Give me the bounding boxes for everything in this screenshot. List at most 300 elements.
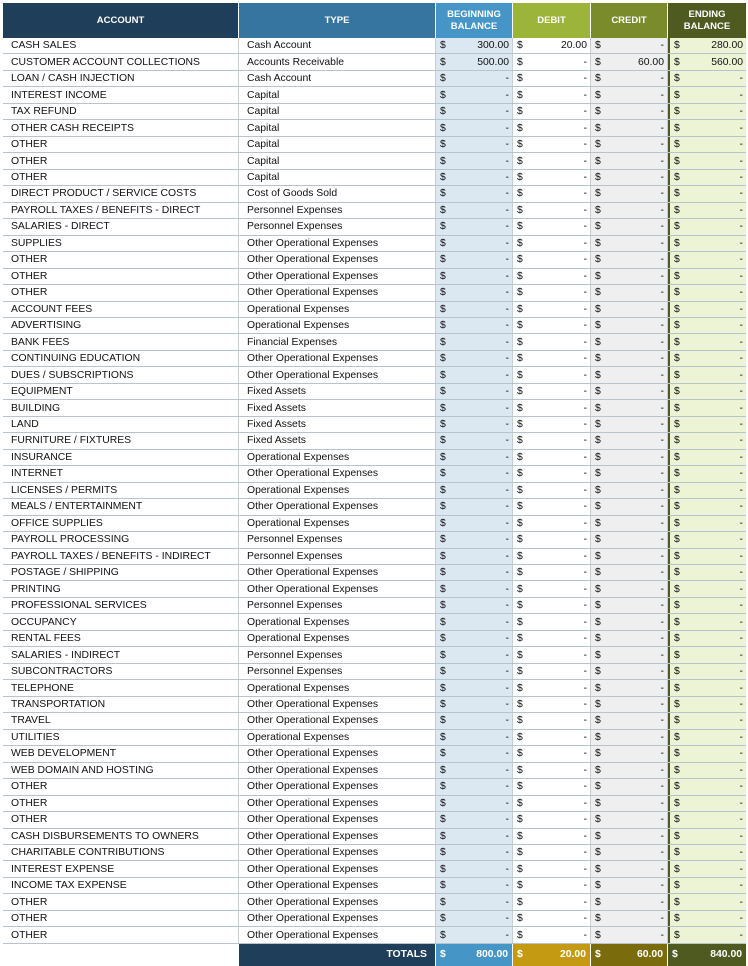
debit-cell[interactable] [513, 598, 591, 613]
beginning-balance-cell[interactable] [436, 730, 513, 745]
beginning-balance-cell[interactable] [436, 763, 513, 778]
ending-balance-cell[interactable] [668, 598, 746, 613]
debit-cell[interactable] [513, 252, 591, 267]
account-cell[interactable]: TRAVEL [3, 713, 239, 728]
debit-cell[interactable] [513, 71, 591, 86]
type-cell[interactable]: Other Operational Expenses [239, 927, 436, 942]
type-cell[interactable]: Capital [239, 137, 436, 152]
beginning-balance-cell[interactable] [436, 38, 513, 53]
ending-balance-cell[interactable] [668, 367, 746, 382]
type-cell[interactable]: Other Operational Expenses [239, 236, 436, 251]
ending-balance-cell[interactable] [668, 499, 746, 514]
ending-balance-cell[interactable] [668, 483, 746, 498]
account-cell[interactable]: POSTAGE / SHIPPING [3, 565, 239, 580]
type-cell[interactable]: Capital [239, 87, 436, 102]
beginning-balance-cell[interactable] [436, 829, 513, 844]
beginning-balance-cell[interactable] [436, 746, 513, 761]
beginning-balance-cell[interactable] [436, 664, 513, 679]
debit-cell[interactable] [513, 334, 591, 349]
type-cell[interactable]: Accounts Receivable [239, 54, 436, 69]
debit-cell[interactable] [513, 763, 591, 778]
beginning-balance-cell[interactable] [436, 549, 513, 564]
debit-cell[interactable] [513, 647, 591, 662]
ending-balance-cell[interactable] [668, 829, 746, 844]
type-cell[interactable]: Personnel Expenses [239, 549, 436, 564]
account-cell[interactable]: TRANSPORTATION [3, 697, 239, 712]
ending-balance-cell[interactable] [668, 746, 746, 761]
type-cell[interactable]: Operational Expenses [239, 483, 436, 498]
beginning-balance-cell[interactable] [436, 927, 513, 942]
beginning-balance-cell[interactable] [436, 631, 513, 646]
credit-cell[interactable] [591, 763, 668, 778]
account-cell[interactable]: SUPPLIES [3, 236, 239, 251]
debit-cell[interactable] [513, 219, 591, 234]
debit-cell[interactable] [513, 779, 591, 794]
ending-balance-cell[interactable] [668, 318, 746, 333]
credit-cell[interactable] [591, 137, 668, 152]
credit-cell[interactable] [591, 614, 668, 629]
credit-cell[interactable] [591, 631, 668, 646]
beginning-balance-cell[interactable] [436, 137, 513, 152]
debit-cell[interactable] [513, 861, 591, 876]
credit-cell[interactable] [591, 318, 668, 333]
credit-cell[interactable] [591, 334, 668, 349]
ending-balance-cell[interactable] [668, 384, 746, 399]
debit-cell[interactable] [513, 302, 591, 317]
ending-balance-cell[interactable] [668, 236, 746, 251]
ending-balance-cell[interactable] [668, 779, 746, 794]
account-cell[interactable]: OTHER [3, 779, 239, 794]
type-cell[interactable]: Other Operational Expenses [239, 285, 436, 300]
beginning-balance-cell[interactable] [436, 252, 513, 267]
ending-balance-cell[interactable] [668, 285, 746, 300]
type-cell[interactable]: Operational Expenses [239, 614, 436, 629]
credit-cell[interactable] [591, 845, 668, 860]
credit-cell[interactable] [591, 433, 668, 448]
ending-balance-cell[interactable] [668, 927, 746, 942]
credit-cell[interactable] [591, 878, 668, 893]
account-cell[interactable]: ACCOUNT FEES [3, 302, 239, 317]
credit-cell[interactable] [591, 664, 668, 679]
account-cell[interactable]: SUBCONTRACTORS [3, 664, 239, 679]
account-cell[interactable]: OTHER [3, 252, 239, 267]
beginning-balance-cell[interactable] [436, 713, 513, 728]
debit-cell[interactable] [513, 829, 591, 844]
ending-balance-cell[interactable] [668, 845, 746, 860]
type-cell[interactable]: Other Operational Expenses [239, 351, 436, 366]
beginning-balance-cell[interactable] [436, 565, 513, 580]
type-cell[interactable]: Operational Expenses [239, 680, 436, 695]
debit-cell[interactable] [513, 450, 591, 465]
debit-cell[interactable] [513, 499, 591, 514]
type-cell[interactable]: Other Operational Expenses [239, 565, 436, 580]
debit-cell[interactable] [513, 351, 591, 366]
credit-cell[interactable] [591, 894, 668, 909]
account-cell[interactable]: OTHER [3, 812, 239, 827]
account-cell[interactable]: PAYROLL TAXES / BENEFITS - INDIRECT [3, 549, 239, 564]
beginning-balance-cell[interactable] [436, 450, 513, 465]
ending-balance-cell[interactable] [668, 894, 746, 909]
beginning-balance-cell[interactable] [436, 911, 513, 926]
debit-cell[interactable] [513, 285, 591, 300]
ending-balance-cell[interactable] [668, 137, 746, 152]
beginning-balance-cell[interactable] [436, 87, 513, 102]
account-cell[interactable]: TAX REFUND [3, 104, 239, 119]
account-cell[interactable]: PRINTING [3, 581, 239, 596]
account-cell[interactable]: UTILITIES [3, 730, 239, 745]
debit-cell[interactable] [513, 137, 591, 152]
beginning-balance-cell[interactable] [436, 647, 513, 662]
ending-balance-cell[interactable] [668, 450, 746, 465]
credit-cell[interactable] [591, 38, 668, 53]
credit-cell[interactable] [591, 829, 668, 844]
credit-cell[interactable] [591, 779, 668, 794]
beginning-balance-cell[interactable] [436, 71, 513, 86]
account-cell[interactable]: PAYROLL PROCESSING [3, 532, 239, 547]
account-cell[interactable]: DIRECT PRODUCT / SERVICE COSTS [3, 186, 239, 201]
ending-balance-cell[interactable] [668, 400, 746, 415]
ending-balance-cell[interactable] [668, 812, 746, 827]
account-cell[interactable]: OTHER CASH RECEIPTS [3, 120, 239, 135]
beginning-balance-cell[interactable] [436, 680, 513, 695]
account-cell[interactable]: RENTAL FEES [3, 631, 239, 646]
credit-cell[interactable] [591, 549, 668, 564]
account-cell[interactable]: CASH DISBURSEMENTS TO OWNERS [3, 829, 239, 844]
credit-cell[interactable] [591, 417, 668, 432]
account-cell[interactable]: INTEREST INCOME [3, 87, 239, 102]
type-cell[interactable]: Fixed Assets [239, 384, 436, 399]
beginning-balance-cell[interactable] [436, 170, 513, 185]
type-cell[interactable]: Other Operational Expenses [239, 861, 436, 876]
header-type[interactable]: TYPE [239, 3, 436, 38]
credit-cell[interactable] [591, 269, 668, 284]
beginning-balance-cell[interactable] [436, 878, 513, 893]
ending-balance-cell[interactable] [668, 219, 746, 234]
type-cell[interactable]: Other Operational Expenses [239, 252, 436, 267]
account-cell[interactable]: INSURANCE [3, 450, 239, 465]
credit-cell[interactable] [591, 87, 668, 102]
debit-cell[interactable] [513, 433, 591, 448]
ending-balance-cell[interactable] [668, 680, 746, 695]
debit-cell[interactable] [513, 318, 591, 333]
beginning-balance-cell[interactable] [436, 54, 513, 69]
beginning-balance-cell[interactable] [436, 581, 513, 596]
account-cell[interactable]: BANK FEES [3, 334, 239, 349]
type-cell[interactable]: Cost of Goods Sold [239, 186, 436, 201]
beginning-balance-cell[interactable] [436, 318, 513, 333]
type-cell[interactable]: Operational Expenses [239, 516, 436, 531]
account-cell[interactable]: SALARIES - DIRECT [3, 219, 239, 234]
debit-cell[interactable] [513, 400, 591, 415]
type-cell[interactable]: Other Operational Expenses [239, 697, 436, 712]
debit-cell[interactable] [513, 927, 591, 942]
debit-cell[interactable] [513, 581, 591, 596]
type-cell[interactable]: Operational Expenses [239, 450, 436, 465]
beginning-balance-cell[interactable] [436, 499, 513, 514]
account-cell[interactable]: CHARITABLE CONTRIBUTIONS [3, 845, 239, 860]
debit-cell[interactable] [513, 845, 591, 860]
credit-cell[interactable] [591, 120, 668, 135]
ending-balance-cell[interactable] [668, 54, 746, 69]
credit-cell[interactable] [591, 697, 668, 712]
debit-cell[interactable] [513, 38, 591, 53]
debit-cell[interactable] [513, 680, 591, 695]
beginning-balance-cell[interactable] [436, 697, 513, 712]
type-cell[interactable]: Other Operational Expenses [239, 845, 436, 860]
debit-cell[interactable] [513, 384, 591, 399]
type-cell[interactable]: Cash Account [239, 71, 436, 86]
type-cell[interactable]: Other Operational Expenses [239, 367, 436, 382]
debit-cell[interactable] [513, 87, 591, 102]
account-cell[interactable]: LAND [3, 417, 239, 432]
ending-balance-cell[interactable] [668, 186, 746, 201]
type-cell[interactable]: Other Operational Expenses [239, 829, 436, 844]
type-cell[interactable]: Other Operational Expenses [239, 713, 436, 728]
ending-balance-cell[interactable] [668, 170, 746, 185]
account-cell[interactable]: OTHER [3, 911, 239, 926]
beginning-balance-cell[interactable] [436, 351, 513, 366]
credit-cell[interactable] [591, 351, 668, 366]
type-cell[interactable]: Capital [239, 120, 436, 135]
type-cell[interactable]: Operational Expenses [239, 631, 436, 646]
account-cell[interactable]: OTHER [3, 894, 239, 909]
credit-cell[interactable] [591, 236, 668, 251]
ending-balance-cell[interactable] [668, 565, 746, 580]
account-cell[interactable]: DUES / SUBSCRIPTIONS [3, 367, 239, 382]
credit-cell[interactable] [591, 565, 668, 580]
type-cell[interactable]: Other Operational Expenses [239, 466, 436, 481]
account-cell[interactable]: INTEREST EXPENSE [3, 861, 239, 876]
ending-balance-cell[interactable] [668, 104, 746, 119]
beginning-balance-cell[interactable] [436, 894, 513, 909]
account-cell[interactable]: PROFESSIONAL SERVICES [3, 598, 239, 613]
account-cell[interactable]: LICENSES / PERMITS [3, 483, 239, 498]
type-cell[interactable]: Other Operational Expenses [239, 581, 436, 596]
beginning-balance-cell[interactable] [436, 861, 513, 876]
account-cell[interactable]: FURNITURE / FIXTURES [3, 433, 239, 448]
ending-balance-cell[interactable] [668, 153, 746, 168]
debit-cell[interactable] [513, 631, 591, 646]
header-beginning-balance[interactable] [436, 3, 513, 38]
debit-cell[interactable] [513, 186, 591, 201]
account-cell[interactable]: WEB DOMAIN AND HOSTING [3, 763, 239, 778]
ending-balance-cell[interactable] [668, 664, 746, 679]
account-cell[interactable]: OTHER [3, 927, 239, 942]
ending-balance-cell[interactable] [668, 120, 746, 135]
beginning-balance-cell[interactable] [436, 400, 513, 415]
debit-cell[interactable] [513, 367, 591, 382]
credit-cell[interactable] [591, 219, 668, 234]
debit-cell[interactable] [513, 153, 591, 168]
type-cell[interactable]: Other Operational Expenses [239, 499, 436, 514]
beginning-balance-cell[interactable] [436, 203, 513, 218]
credit-cell[interactable] [591, 450, 668, 465]
credit-cell[interactable] [591, 483, 668, 498]
debit-cell[interactable] [513, 796, 591, 811]
ending-balance-cell[interactable] [668, 516, 746, 531]
credit-cell[interactable] [591, 861, 668, 876]
debit-cell[interactable] [513, 730, 591, 745]
account-cell[interactable]: EQUIPMENT [3, 384, 239, 399]
debit-cell[interactable] [513, 894, 591, 909]
type-cell[interactable]: Other Operational Expenses [239, 269, 436, 284]
ending-balance-cell[interactable] [668, 549, 746, 564]
ending-balance-cell[interactable] [668, 631, 746, 646]
account-cell[interactable]: LOAN / CASH INJECTION [3, 71, 239, 86]
header-debit[interactable]: DEBIT [513, 3, 591, 38]
credit-cell[interactable] [591, 730, 668, 745]
account-cell[interactable]: CASH SALES [3, 38, 239, 53]
type-cell[interactable]: Fixed Assets [239, 400, 436, 415]
beginning-balance-cell[interactable] [436, 532, 513, 547]
account-cell[interactable]: OTHER [3, 285, 239, 300]
type-cell[interactable]: Other Operational Expenses [239, 911, 436, 926]
credit-cell[interactable] [591, 54, 668, 69]
debit-cell[interactable] [513, 549, 591, 564]
beginning-balance-cell[interactable] [436, 483, 513, 498]
ending-balance-cell[interactable] [668, 334, 746, 349]
ending-balance-cell[interactable] [668, 878, 746, 893]
beginning-balance-cell[interactable] [436, 796, 513, 811]
account-cell[interactable]: WEB DEVELOPMENT [3, 746, 239, 761]
type-cell[interactable]: Capital [239, 170, 436, 185]
account-cell[interactable]: OTHER [3, 170, 239, 185]
ending-balance-cell[interactable] [668, 532, 746, 547]
debit-cell[interactable] [513, 170, 591, 185]
credit-cell[interactable] [591, 104, 668, 119]
beginning-balance-cell[interactable] [436, 367, 513, 382]
credit-cell[interactable] [591, 713, 668, 728]
ending-balance-cell[interactable] [668, 647, 746, 662]
debit-cell[interactable] [513, 54, 591, 69]
account-cell[interactable]: OTHER [3, 796, 239, 811]
ending-balance-cell[interactable] [668, 252, 746, 267]
ending-balance-cell[interactable] [668, 302, 746, 317]
type-cell[interactable]: Personnel Expenses [239, 647, 436, 662]
debit-cell[interactable] [513, 203, 591, 218]
debit-cell[interactable] [513, 120, 591, 135]
beginning-balance-cell[interactable] [436, 433, 513, 448]
type-cell[interactable]: Other Operational Expenses [239, 796, 436, 811]
account-cell[interactable]: INTERNET [3, 466, 239, 481]
credit-cell[interactable] [591, 71, 668, 86]
debit-cell[interactable] [513, 466, 591, 481]
beginning-balance-cell[interactable] [436, 269, 513, 284]
credit-cell[interactable] [591, 581, 668, 596]
credit-cell[interactable] [591, 516, 668, 531]
credit-cell[interactable] [591, 302, 668, 317]
credit-cell[interactable] [591, 647, 668, 662]
ending-balance-cell[interactable] [668, 697, 746, 712]
type-cell[interactable]: Personnel Expenses [239, 203, 436, 218]
ending-balance-cell[interactable] [668, 730, 746, 745]
ending-balance-cell[interactable] [668, 203, 746, 218]
credit-cell[interactable] [591, 499, 668, 514]
debit-cell[interactable] [513, 269, 591, 284]
credit-cell[interactable] [591, 746, 668, 761]
beginning-balance-cell[interactable] [436, 516, 513, 531]
credit-cell[interactable] [591, 812, 668, 827]
type-cell[interactable]: Other Operational Expenses [239, 878, 436, 893]
credit-cell[interactable] [591, 911, 668, 926]
debit-cell[interactable] [513, 516, 591, 531]
type-cell[interactable]: Other Operational Expenses [239, 812, 436, 827]
type-cell[interactable]: Other Operational Expenses [239, 746, 436, 761]
type-cell[interactable]: Fixed Assets [239, 433, 436, 448]
debit-cell[interactable] [513, 697, 591, 712]
type-cell[interactable]: Operational Expenses [239, 318, 436, 333]
account-cell[interactable]: CUSTOMER ACCOUNT COLLECTIONS [3, 54, 239, 69]
credit-cell[interactable] [591, 796, 668, 811]
beginning-balance-cell[interactable] [436, 417, 513, 432]
credit-cell[interactable] [591, 186, 668, 201]
account-cell[interactable]: SALARIES - INDIRECT [3, 647, 239, 662]
account-cell[interactable]: INCOME TAX EXPENSE [3, 878, 239, 893]
beginning-balance-cell[interactable] [436, 219, 513, 234]
credit-cell[interactable] [591, 153, 668, 168]
credit-cell[interactable] [591, 285, 668, 300]
type-cell[interactable]: Operational Expenses [239, 302, 436, 317]
ending-balance-cell[interactable] [668, 861, 746, 876]
account-cell[interactable]: CONTINUING EDUCATION [3, 351, 239, 366]
beginning-balance-cell[interactable] [436, 614, 513, 629]
debit-cell[interactable] [513, 812, 591, 827]
debit-cell[interactable] [513, 911, 591, 926]
debit-cell[interactable] [513, 532, 591, 547]
ending-balance-cell[interactable] [668, 763, 746, 778]
account-cell[interactable]: ADVERTISING [3, 318, 239, 333]
beginning-balance-cell[interactable] [436, 236, 513, 251]
credit-cell[interactable] [591, 466, 668, 481]
credit-cell[interactable] [591, 367, 668, 382]
beginning-balance-cell[interactable] [436, 779, 513, 794]
ending-balance-cell[interactable] [668, 713, 746, 728]
account-cell[interactable]: OTHER [3, 269, 239, 284]
type-cell[interactable]: Personnel Expenses [239, 664, 436, 679]
ending-balance-cell[interactable] [668, 581, 746, 596]
account-cell[interactable]: OTHER [3, 137, 239, 152]
type-cell[interactable]: Other Operational Expenses [239, 779, 436, 794]
type-cell[interactable]: Personnel Expenses [239, 219, 436, 234]
type-cell[interactable]: Capital [239, 153, 436, 168]
debit-cell[interactable] [513, 104, 591, 119]
debit-cell[interactable] [513, 878, 591, 893]
debit-cell[interactable] [513, 713, 591, 728]
beginning-balance-cell[interactable] [436, 285, 513, 300]
type-cell[interactable]: Operational Expenses [239, 730, 436, 745]
type-cell[interactable]: Other Operational Expenses [239, 763, 436, 778]
beginning-balance-cell[interactable] [436, 812, 513, 827]
totals-beginning-cell[interactable] [436, 944, 513, 966]
credit-cell[interactable] [591, 170, 668, 185]
beginning-balance-cell[interactable] [436, 104, 513, 119]
credit-cell[interactable] [591, 927, 668, 942]
totals-credit-cell[interactable] [591, 944, 668, 966]
header-ending-balance[interactable] [668, 3, 746, 38]
ending-balance-cell[interactable] [668, 71, 746, 86]
ending-balance-cell[interactable] [668, 351, 746, 366]
ending-balance-cell[interactable] [668, 911, 746, 926]
beginning-balance-cell[interactable] [436, 598, 513, 613]
debit-cell[interactable] [513, 614, 591, 629]
beginning-balance-cell[interactable] [436, 302, 513, 317]
account-cell[interactable]: OCCUPANCY [3, 614, 239, 629]
type-cell[interactable]: Cash Account [239, 38, 436, 53]
ending-balance-cell[interactable] [668, 796, 746, 811]
ending-balance-cell[interactable] [668, 417, 746, 432]
header-account[interactable]: ACCOUNT [3, 3, 239, 38]
credit-cell[interactable] [591, 384, 668, 399]
